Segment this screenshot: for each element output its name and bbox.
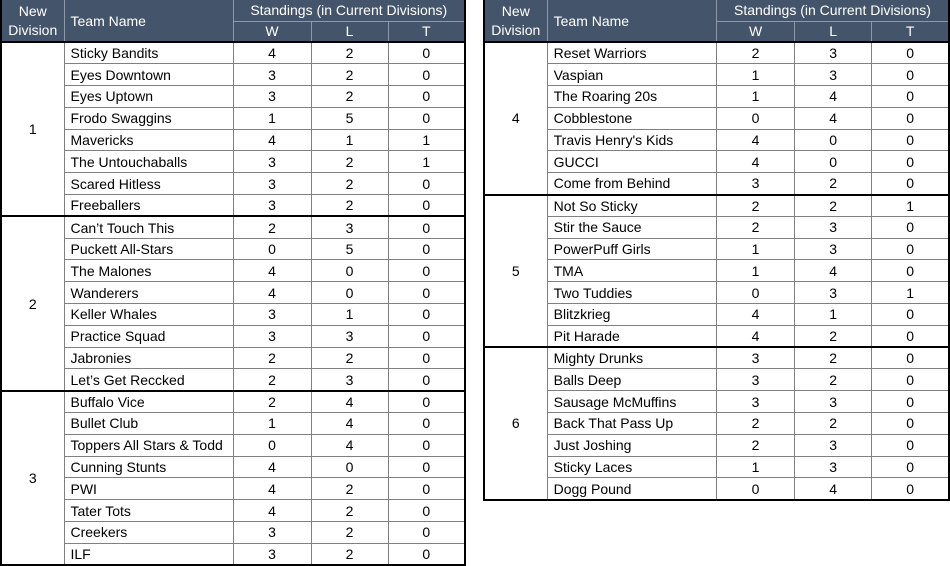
team-row <box>1 347 465 369</box>
losses-cell: 0 <box>311 260 388 282</box>
team-row <box>484 195 949 217</box>
division-number-cell: 5 <box>484 195 547 348</box>
team-row <box>1 325 465 347</box>
header-losses: L <box>795 21 872 42</box>
ties-cell: 0 <box>388 42 465 64</box>
wins-cell: 4 <box>233 42 311 64</box>
team-name-cell: Vaspian <box>547 64 716 86</box>
team-row <box>1 86 465 108</box>
team-name-cell: The Malones <box>64 260 233 282</box>
division-group <box>1 216 465 390</box>
team-name-cell: Let’s Get Reccked <box>64 369 233 391</box>
team-row <box>1 413 465 435</box>
ties-cell: 0 <box>872 86 949 108</box>
wins-cell: 2 <box>716 434 794 456</box>
wins-cell: 3 <box>716 347 794 369</box>
team-name-cell: The Untouchaballs <box>64 151 233 173</box>
losses-cell: 2 <box>795 325 872 347</box>
header-new-division: New Division <box>484 0 547 42</box>
losses-cell: 5 <box>311 107 388 129</box>
wins-cell: 2 <box>716 42 794 64</box>
header-team-name: Team Name <box>64 0 233 42</box>
team-name-cell: GUCCI <box>547 151 716 173</box>
ties-cell: 0 <box>388 304 465 326</box>
ties-cell: 0 <box>388 391 465 413</box>
team-name-cell: Pit Harade <box>547 325 716 347</box>
ties-cell: 0 <box>872 151 949 173</box>
ties-cell: 0 <box>388 413 465 435</box>
ties-cell: 0 <box>872 347 949 369</box>
ties-cell: 1 <box>388 129 465 151</box>
ties-cell: 0 <box>388 478 465 500</box>
losses-cell: 0 <box>311 456 388 478</box>
wins-cell: 0 <box>716 107 794 129</box>
ties-cell: 0 <box>872 173 949 195</box>
team-name-cell: Freeballers <box>64 195 233 217</box>
losses-cell: 4 <box>795 478 872 500</box>
team-row <box>484 64 949 86</box>
header-wins: W <box>233 21 311 42</box>
team-name-cell: Two Tuddies <box>547 282 716 304</box>
team-row <box>484 413 949 435</box>
team-name-cell: Eyes Uptown <box>64 86 233 108</box>
team-row <box>484 434 949 456</box>
ties-cell: 0 <box>872 304 949 326</box>
ties-cell: 0 <box>872 260 949 282</box>
wins-cell: 4 <box>233 260 311 282</box>
losses-cell: 2 <box>311 195 388 217</box>
wins-cell: 2 <box>233 391 311 413</box>
team-name-cell: Dogg Pound <box>547 478 716 500</box>
header-losses: L <box>311 21 388 42</box>
team-row <box>484 42 949 64</box>
wins-cell: 2 <box>233 216 311 238</box>
team-name-cell: Wanderers <box>64 282 233 304</box>
ties-cell: 0 <box>388 260 465 282</box>
team-row <box>1 238 465 260</box>
wins-cell: 0 <box>716 478 794 500</box>
team-row <box>1 260 465 282</box>
team-name-cell: Bullet Club <box>64 413 233 435</box>
team-row <box>1 369 465 391</box>
wins-cell: 3 <box>716 391 794 413</box>
team-name-cell: Balls Deep <box>547 369 716 391</box>
team-name-cell: Jabronies <box>64 347 233 369</box>
ties-cell: 0 <box>388 195 465 217</box>
division-group <box>1 42 465 216</box>
division-number-cell: 1 <box>1 42 64 216</box>
team-row <box>1 173 465 195</box>
team-row <box>484 325 949 347</box>
team-name-cell: Scared Hitless <box>64 173 233 195</box>
team-row <box>1 500 465 522</box>
ties-cell: 0 <box>872 413 949 435</box>
team-name-cell: PWI <box>64 478 233 500</box>
team-row <box>484 129 949 151</box>
team-row <box>1 522 465 544</box>
losses-cell: 2 <box>795 413 872 435</box>
ties-cell: 1 <box>872 195 949 217</box>
team-name-cell: TMA <box>547 260 716 282</box>
team-row <box>484 456 949 478</box>
wins-cell: 3 <box>716 173 794 195</box>
division-group <box>1 391 465 565</box>
team-name-cell: Mighty Drunks <box>547 347 716 369</box>
team-row <box>484 304 949 326</box>
losses-cell: 3 <box>795 391 872 413</box>
losses-cell: 3 <box>795 282 872 304</box>
ties-cell: 1 <box>872 282 949 304</box>
losses-cell: 0 <box>311 282 388 304</box>
ties-cell: 0 <box>388 522 465 544</box>
team-name-cell: Practice Squad <box>64 325 233 347</box>
team-name-cell: Creekers <box>64 522 233 544</box>
wins-cell: 2 <box>233 347 311 369</box>
ties-cell: 0 <box>388 456 465 478</box>
losses-cell: 2 <box>311 173 388 195</box>
wins-cell: 1 <box>716 86 794 108</box>
team-row <box>1 282 465 304</box>
team-row <box>484 282 949 304</box>
wins-cell: 4 <box>233 456 311 478</box>
team-row <box>1 64 465 86</box>
losses-cell: 2 <box>795 369 872 391</box>
team-name-cell: The Roaring 20s <box>547 86 716 108</box>
team-row <box>1 478 465 500</box>
division-group <box>484 347 949 500</box>
wins-cell: 0 <box>233 238 311 260</box>
team-name-cell: Cobblestone <box>547 107 716 129</box>
losses-cell: 3 <box>795 216 872 238</box>
team-row <box>1 129 465 151</box>
team-row <box>1 304 465 326</box>
wins-cell: 3 <box>233 522 311 544</box>
wins-cell: 3 <box>233 543 311 565</box>
header-ties: T <box>872 21 949 42</box>
losses-cell: 5 <box>311 238 388 260</box>
team-name-cell: Reset Warriors <box>547 42 716 64</box>
team-row <box>484 216 949 238</box>
losses-cell: 0 <box>795 151 872 173</box>
team-row <box>484 151 949 173</box>
team-row <box>484 391 949 413</box>
team-name-cell: Travis Henry's Kids <box>547 129 716 151</box>
losses-cell: 4 <box>795 260 872 282</box>
ties-cell: 0 <box>872 238 949 260</box>
losses-cell: 2 <box>311 64 388 86</box>
ties-cell: 0 <box>388 64 465 86</box>
wins-cell: 1 <box>716 64 794 86</box>
wins-cell: 4 <box>233 129 311 151</box>
team-row <box>1 107 465 129</box>
team-name-cell: Sticky Bandits <box>64 42 233 64</box>
team-name-cell: Sticky Laces <box>547 456 716 478</box>
wins-cell: 3 <box>233 86 311 108</box>
losses-cell: 3 <box>311 369 388 391</box>
losses-cell: 2 <box>795 347 872 369</box>
losses-cell: 1 <box>795 304 872 326</box>
team-name-cell: Eyes Downtown <box>64 64 233 86</box>
ties-cell: 1 <box>388 151 465 173</box>
table-header <box>484 0 949 42</box>
ties-cell: 0 <box>388 107 465 129</box>
team-row <box>484 478 949 500</box>
team-row <box>484 86 949 108</box>
losses-cell: 3 <box>795 434 872 456</box>
losses-cell: 1 <box>311 304 388 326</box>
losses-cell: 3 <box>795 238 872 260</box>
wins-cell: 4 <box>716 151 794 173</box>
team-name-cell: Puckett All-Stars <box>64 238 233 260</box>
wins-cell: 3 <box>716 369 794 391</box>
team-name-cell: Cunning Stunts <box>64 456 233 478</box>
team-row <box>484 173 949 195</box>
ties-cell: 0 <box>872 434 949 456</box>
division-number-cell: 2 <box>1 216 64 390</box>
losses-cell: 4 <box>795 86 872 108</box>
team-name-cell: Blitzkrieg <box>547 304 716 326</box>
wins-cell: 1 <box>233 413 311 435</box>
team-row <box>1 151 465 173</box>
team-row <box>484 238 949 260</box>
ties-cell: 0 <box>872 478 949 500</box>
header-ties: T <box>388 21 465 42</box>
losses-cell: 3 <box>795 42 872 64</box>
team-name-cell: Stir the Sauce <box>547 216 716 238</box>
ties-cell: 0 <box>388 282 465 304</box>
losses-cell: 4 <box>311 434 388 456</box>
ties-cell: 0 <box>872 456 949 478</box>
ties-cell: 0 <box>388 500 465 522</box>
team-name-cell: Buffalo Vice <box>64 391 233 413</box>
wins-cell: 1 <box>716 456 794 478</box>
losses-cell: 2 <box>311 500 388 522</box>
ties-cell: 0 <box>388 434 465 456</box>
team-name-cell: Tater Tots <box>64 500 233 522</box>
ties-cell: 0 <box>388 216 465 238</box>
losses-cell: 2 <box>311 478 388 500</box>
losses-cell: 2 <box>311 151 388 173</box>
wins-cell: 1 <box>716 260 794 282</box>
team-name-cell: PowerPuff Girls <box>547 238 716 260</box>
losses-cell: 4 <box>311 391 388 413</box>
team-row <box>1 195 465 217</box>
team-row <box>484 347 949 369</box>
team-row <box>1 456 465 478</box>
team-row <box>484 107 949 129</box>
losses-cell: 3 <box>311 216 388 238</box>
team-row <box>484 369 949 391</box>
team-name-cell: Sausage McMuffins <box>547 391 716 413</box>
ties-cell: 0 <box>388 86 465 108</box>
wins-cell: 1 <box>233 107 311 129</box>
division-group <box>484 195 949 348</box>
losses-cell: 2 <box>795 195 872 217</box>
losses-cell: 2 <box>311 86 388 108</box>
wins-cell: 4 <box>233 500 311 522</box>
ties-cell: 0 <box>388 347 465 369</box>
wins-cell: 4 <box>716 304 794 326</box>
standings-table <box>483 0 950 501</box>
wins-cell: 4 <box>233 478 311 500</box>
wins-cell: 3 <box>233 304 311 326</box>
losses-cell: 3 <box>795 64 872 86</box>
losses-cell: 2 <box>311 543 388 565</box>
team-name-cell: Back That Pass Up <box>547 413 716 435</box>
wins-cell: 3 <box>233 325 311 347</box>
standings-table <box>0 0 466 566</box>
team-row <box>1 434 465 456</box>
team-row <box>1 42 465 64</box>
ties-cell: 0 <box>388 543 465 565</box>
ties-cell: 0 <box>388 325 465 347</box>
losses-cell: 0 <box>795 129 872 151</box>
ties-cell: 0 <box>872 325 949 347</box>
ties-cell: 0 <box>388 238 465 260</box>
wins-cell: 4 <box>716 325 794 347</box>
wins-cell: 3 <box>233 64 311 86</box>
team-name-cell: Just Joshing <box>547 434 716 456</box>
team-name-cell: ILF <box>64 543 233 565</box>
division-number-cell: 3 <box>1 391 64 565</box>
team-row <box>1 216 465 238</box>
team-name-cell: Mavericks <box>64 129 233 151</box>
ties-cell: 0 <box>872 391 949 413</box>
right-standings-table-container <box>483 0 950 501</box>
team-name-cell: Toppers All Stars & Todd <box>64 434 233 456</box>
header-standings-group: Standings (in Current Divisions) <box>716 0 949 21</box>
division-number-cell: 6 <box>484 347 547 500</box>
header-new-division: New Division <box>1 0 64 42</box>
losses-cell: 2 <box>795 173 872 195</box>
wins-cell: 3 <box>233 195 311 217</box>
team-row <box>484 260 949 282</box>
losses-cell: 3 <box>311 325 388 347</box>
team-name-cell: Not So Sticky <box>547 195 716 217</box>
team-name-cell: Frodo Swaggins <box>64 107 233 129</box>
wins-cell: 0 <box>716 282 794 304</box>
ties-cell: 0 <box>872 369 949 391</box>
losses-cell: 2 <box>311 347 388 369</box>
ties-cell: 0 <box>872 129 949 151</box>
losses-cell: 3 <box>795 456 872 478</box>
wins-cell: 1 <box>716 238 794 260</box>
ties-cell: 0 <box>872 42 949 64</box>
ties-cell: 0 <box>388 173 465 195</box>
wins-cell: 3 <box>233 151 311 173</box>
team-name-cell: Come from Behind <box>547 173 716 195</box>
wins-cell: 2 <box>716 216 794 238</box>
ties-cell: 0 <box>872 64 949 86</box>
left-standings-table-container <box>0 0 464 566</box>
ties-cell: 0 <box>872 216 949 238</box>
team-name-cell: Keller Whales <box>64 304 233 326</box>
losses-cell: 4 <box>795 107 872 129</box>
wins-cell: 0 <box>233 434 311 456</box>
division-number-cell: 4 <box>484 42 547 195</box>
team-row <box>1 391 465 413</box>
losses-cell: 4 <box>311 413 388 435</box>
team-row <box>1 543 465 565</box>
ties-cell: 0 <box>388 369 465 391</box>
wins-cell: 4 <box>233 282 311 304</box>
wins-cell: 2 <box>716 413 794 435</box>
header-standings-group: Standings (in Current Divisions) <box>233 0 465 21</box>
team-name-cell: Can’t Touch This <box>64 216 233 238</box>
header-wins: W <box>716 21 794 42</box>
losses-cell: 2 <box>311 522 388 544</box>
table-header <box>1 0 465 42</box>
wins-cell: 2 <box>233 369 311 391</box>
wins-cell: 4 <box>716 129 794 151</box>
ties-cell: 0 <box>872 107 949 129</box>
division-group <box>484 42 949 195</box>
losses-cell: 1 <box>311 129 388 151</box>
wins-cell: 2 <box>716 195 794 217</box>
wins-cell: 3 <box>233 173 311 195</box>
losses-cell: 2 <box>311 42 388 64</box>
header-team-name: Team Name <box>547 0 716 42</box>
